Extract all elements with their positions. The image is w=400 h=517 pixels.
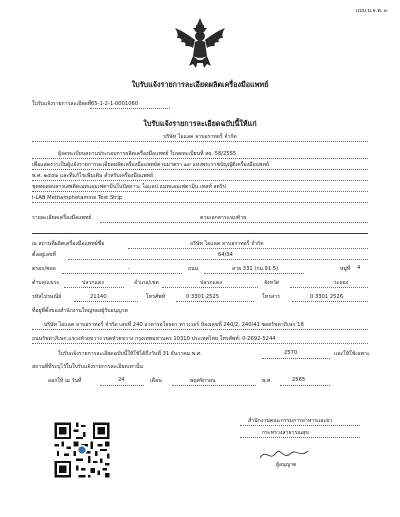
phone-label: โทรศัพท์ [146,294,166,300]
validity-line2: สถานที่ที่ระบุไว้ในใบรับแจ้งรายการละเอียดเท่านั้น [32,364,143,370]
alley-value: - [128,266,130,272]
cert-no-value: 65-1-2-1-0001060 [91,101,139,107]
district-value: ปลวกแดง [200,280,222,286]
province-label: จังหวัด [264,280,280,286]
signature-icon [256,444,318,464]
device-name-th: ชุดทดสอบสารเสพติดเมทแอมเฟตามีนในปัสสาวะ ไอแลป แมทแอมเฟตามีน เทสท์ สตริป [32,184,226,190]
address-no-label: ตั้งอยู่เลขที่ [32,252,56,258]
zip-value: 21140 [90,294,107,300]
fax-label: โทรสาร [262,294,280,300]
device-name-en: I-LAB Methamphetamine Test Strip [32,195,123,201]
details-label: รายละเอียดเครื่องมือแพทย์ [32,215,92,221]
company-name: บริษัท ไอแลค ลาบอราทอรี่ จำกัด [163,134,237,140]
zip-label: รหัสไปรษณีย์ [32,294,62,300]
garuda-emblem-icon [171,16,229,70]
para-notification: เพื่อแสดงว่าเป็นผู้แจ้งรายการละเอียดผลิตเครื่องมือแพทย์ตามมาตรา ๑๙ แห่งพระราชบัญญัติเครื่องมือแพทย์ [32,162,269,168]
para-act: พ.ศ. ๒๕๕๑ และที่แก้ไขเพิ่มเติม สำหรับเครื่องมือแพทย์ [32,173,154,179]
issued-label: ออกให้ ณ วันที่ [48,378,82,384]
road-value: สาย 331 (กม.91.5) [232,266,279,272]
phone-value: 0 3301 2525 [186,294,220,300]
issued-year: 2565 [292,377,306,383]
month-label: เดือน [150,378,162,384]
province-value: ระยอง [334,280,349,286]
moo-value: 4 [357,265,361,271]
issued-month: พฤศจิกายน [190,378,216,384]
address-no-value: 64/34 [218,252,233,258]
office-label: ที่อยู่ที่ตั้งของสำนักงานใหญ่ของผู้รับอนุญาต [32,308,128,314]
validity-text: ใบรับแจ้งรายการละเอียดฉบับนี้ให้ใช้ได้ถึงวันที่ 31 ธันวาคม พ.ศ. [58,351,202,357]
district-label: อำเภอ/เขต [134,280,159,286]
subdistrict-value: ปลวกแดง [82,280,104,286]
agency-name: สำนักงานคณะกรรมการอาหารและยา [248,418,333,424]
form-code: แบบ บ.จ.พ. ๓ [356,8,388,14]
fax-value: 0 3301 2526 [310,294,344,300]
office-address-line1: บริษัท ไอแลค ลาบอราทอรี่ จำกัด เลขที่ 240 อาคารอโยธยา ทาวเวอร์ ห้องเลขที่ 240/2, 240/41 ซอยรัชดาภิเษก 18 [44,322,304,328]
cert-no-label: ใบรับแจ้งรายการละเอียดที่ [32,101,92,107]
place-label: ณ สถานที่ผลิตเครื่องมือแพทย์ชื่อ [32,241,105,247]
validity-year: 2570 [284,350,298,356]
alley-label: ตรอก/ซอย [32,266,56,272]
licensor-label: ผู้อนุญาต [276,462,297,468]
road-label: ถนน [188,266,199,272]
validity-suffix: และให้ใช้เฉพาะ [334,351,370,357]
moo-label: หมู่ที่ [340,266,351,272]
subdistrict-label: ตำบล/แขวง [32,280,59,286]
ministry-name: กระทรวงสาธารณสุข [262,430,309,436]
year-label: พ.ศ. [262,378,273,384]
details-value: ตามเอกสารแนบท้าย [200,215,247,221]
office-address-line2: ถนนรัชดาภิเษก แขวงห้วยขวาง เขตห้วยขวาง กรุงเทพมหานคร 10310 ประเทศไทย โทรศัพท์: 0-2692-5244 [32,336,276,342]
document-title: ใบรับแจ้งรายการละเอียดผลิตเครื่องมือแพทย์ [131,80,269,89]
para-registration: ผู้จดทะเบียนสถานประกอบการผลิตเครื่องมือแพทย์ ใบจดทะเบียนที่ สผ. 58/2555 [58,151,237,157]
issued-day: 24 [118,377,125,383]
qr-code-icon[interactable] [52,420,112,480]
subtitle: ใบรับแจ้งรายการละเอียดฉบับนี้ให้แก่ [143,119,257,128]
place-value: บริษัท ไอแลค ลาบอราทอรี่ จำกัด [190,241,264,247]
